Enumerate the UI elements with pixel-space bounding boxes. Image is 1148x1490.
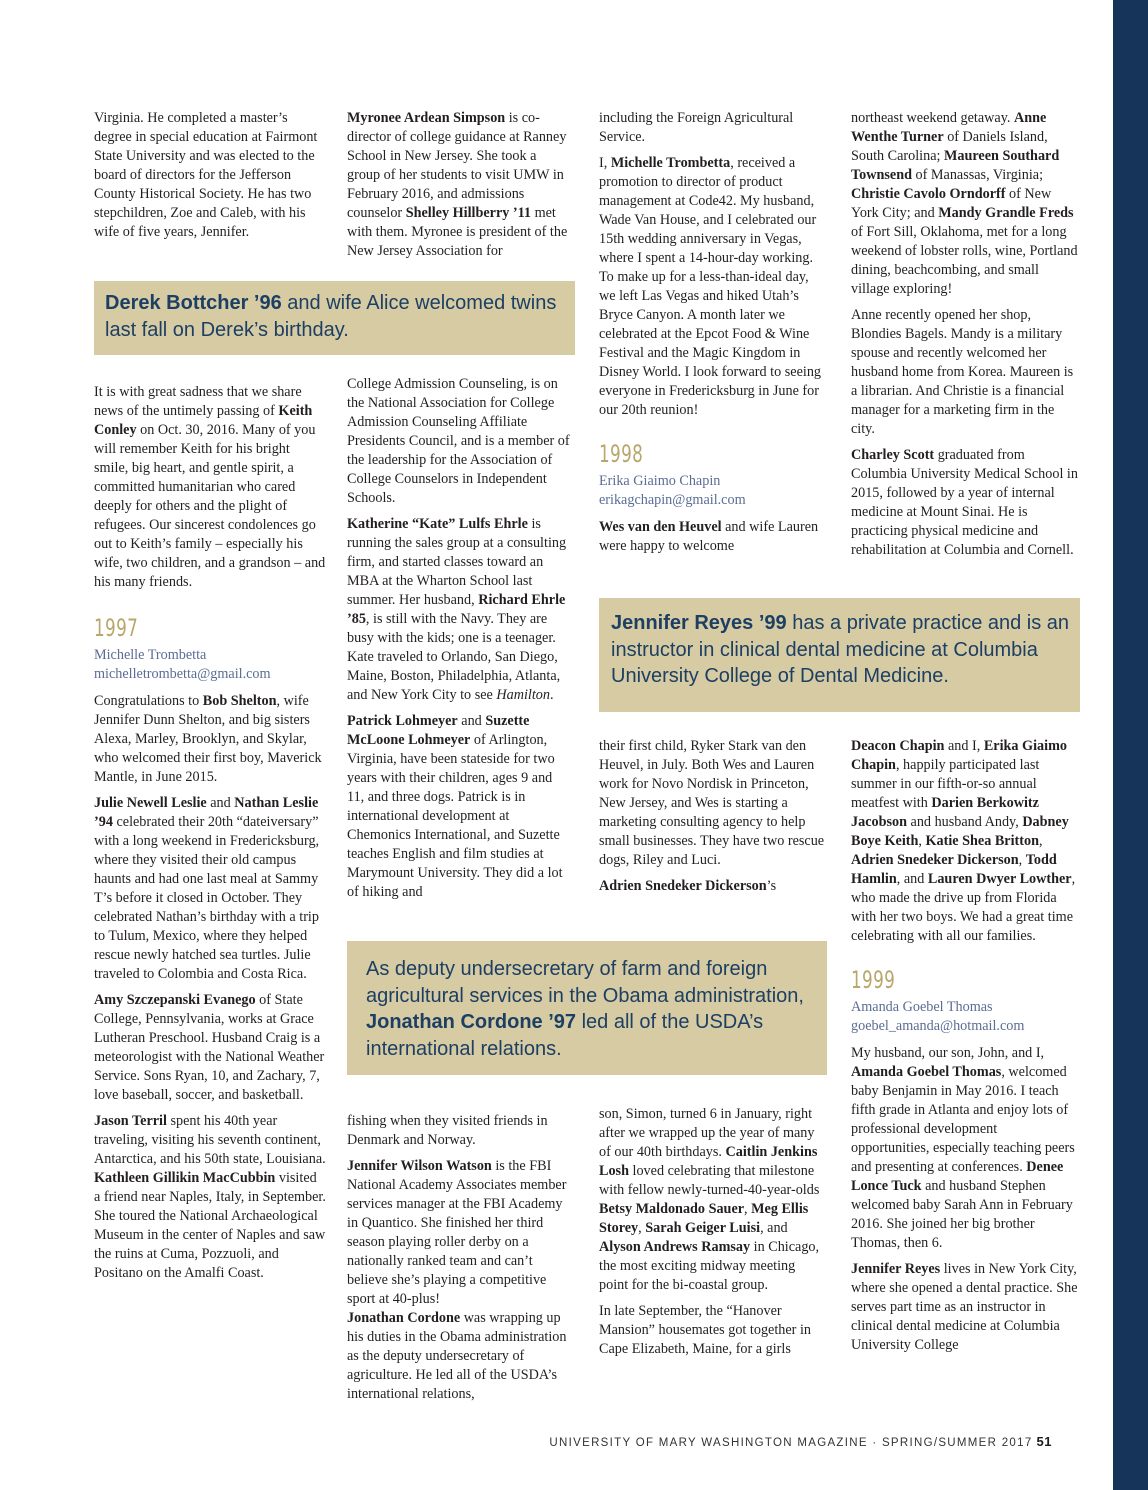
agent-email[interactable]: michelletrombetta@gmail.com	[94, 666, 271, 682]
paragraph: Jennifer Wilson Watson is the FBI National Academy Associates member services manager at the FBI Academy in Quantico. She finished her third season playing roller derby on a nationally ranked team and can’t believe she’s playing a competitive sport at 40-plus!	[347, 1158, 567, 1307]
paragraph: It is with great sadness that we share news of the untimely passing of Keith Conley on Oct. 30, 2016. Many of you will remember Keith for his bright smile, big heart, and gentle spirit, a committed humanitarian who cared deeply for others and the plight of refugees. Our sincerest condolences go out to Keith’s family – especially his wife, two children, and a grandson – and his many friends.	[94, 384, 326, 590]
paragraph: Amy Szczepanski Evanego of State College, Pennsylvania, works at Grace Lutheran Preschool. Husband Craig is a meteorologist with the National Weather Service. Sons Ryan, 10, and Zachary, 7, love baseball, soccer, and basketball.	[94, 992, 325, 1103]
paragraph: In late September, the “Hanover Mansion” housemates got together in Cape Elizabeth, Maine, for a girls	[599, 1303, 811, 1357]
paragraph: Virginia. He completed a master’s degree in special education at Fairmont State University and was elected to the board of directors for the Jefferson County Historical Society. He has two stepchildren, Zoe and Caleb, with his wife of five years, Jennifer.	[94, 110, 318, 240]
col2-main-text	[347, 375, 571, 902]
col4-main-text	[851, 737, 1079, 1355]
year-heading-1999: 1999	[851, 966, 896, 994]
pull-quote-bottcher	[94, 281, 575, 355]
col2-bottom-text	[347, 1112, 571, 1404]
paragraph: Katherine “Kate” Lulfs Ehrle is running the sales group at a consulting firm, and started classes toward an MBA at the Wharton School last summer. Her husband, Richard Ehrle ’85, is still with the Navy. They are busy with the kids; one is a teenager. Kate traveled to Orlando, San Diego, Maine, Boston, Philadelphia, Atlanta, and New York City to see Hamilton.	[347, 516, 567, 703]
paragraph: son, Simon, turned 6 in January, right after we wrapped up the year of many of our 40th birthdays. Caitlin Jenkins Losh loved celebrating that milestone with fellow newly-turned-40-year-olds Betsy Maldonado Sauer, Meg Ellis Storey, Sarah Geiger Luisi, and Alyson Andrews Ramsay in Chicago, the most exciting midway meeting point for the bi-coastal group.	[599, 1106, 820, 1293]
col3-bottom-text	[599, 1105, 827, 1359]
magazine-title: UNIVERSITY OF MARY WASHINGTON MAGAZINE · SPRING/SUMMER 2017	[549, 1437, 1033, 1449]
paragraph: Anne recently opened her shop, Blondies Bagels. Mandy is a military spouse and recently welcomed her husband home from Korea. Maureen is a librarian. And Christie is a financial manager for a marketing firm in the city.	[851, 307, 1074, 437]
col3-top-text	[599, 109, 827, 556]
paragraph: Jonathan Cordone was wrapping up his duties in the Obama administration as the deputy undersecretary of agriculture. He led all of the USDA’s international relations,	[347, 1310, 567, 1402]
paragraph: their first child, Ryker Stark van den Heuvel, in July. Both Wes and Lauren work for Novo Nordisk in Princeton, New Jersey, and Wes is starting a marketing consulting agency to help small businesses. They have two rescue dogs, Riley and Luci.	[599, 738, 825, 868]
paragraph: College Admission Counseling, is on the National Association for College Admission Counseling Affiliate Presidents Council, and is a member of the leadership for the Association of College Counselors in Independent Schools.	[347, 376, 570, 506]
agent-name: Michelle Trombetta	[94, 647, 207, 663]
paragraph: Adrien Snedeker Dickerson’s	[599, 878, 777, 894]
agent-email[interactable]: erikagchapin@gmail.com	[599, 492, 746, 508]
pull-quote-text: As deputy undersecretary of farm and foreign agricultural services in the Obama administration, Jonathan Cordone ’97 led all of the USDA’s international relations.	[366, 958, 804, 1060]
page-edge-bar	[1113, 0, 1148, 1490]
paragraph: Charley Scott graduated from Columbia University Medical School in 2015, followed by a year of internal medicine at Mount Sinai. He is practicing physical medicine and rehabilitation at Columbia and Cornell.	[851, 447, 1078, 558]
pull-quote-reyes	[599, 598, 1080, 712]
year-heading-1997: 1997	[94, 614, 139, 642]
col4-top-text	[851, 109, 1079, 560]
pull-quote-text: Derek Bottcher ’96 and wife Alice welcomed twins last fall on Derek’s birthday.	[105, 292, 557, 341]
class-agent-byline	[599, 472, 827, 510]
year-heading-1998: 1998	[599, 440, 644, 468]
paragraph: fishing when they visited friends in Denmark and Norway.	[347, 1113, 548, 1148]
paragraph: Patrick Lohmeyer and Suzette McLoone Lohmeyer of Arlington, Virginia, have been stateside for two years with their children, ages 9 and 11, and three dogs. Patrick is in international development at Chemonics International, and Suzette teaches English and film studies at Marymount University. They did a lot of hiking and	[347, 713, 563, 900]
col3-main-text	[599, 737, 827, 896]
paragraph: including the Foreign Agricultural Service.	[599, 110, 794, 145]
paragraph: Myronee Ardean Simpson is co-director of college guidance at Ranney School in New Jersey. She took a group of her students to visit UMW in February 2016, and admissions counselor Shelley Hillberry ’11 met with them. Myronee is president of the New Jersey Association for	[347, 110, 568, 259]
paragraph: I, Michelle Trombetta, received a promotion to director of product management at Code42. My husband, Wade Van House, and I celebrated our 15th wedding anniversary in Vegas, where I spent a 14-hour-day working. To make up for a less-than-ideal day, we left Las Vegas and hiked Utah’s Bryce Canyon. A month later we celebrated at the Epcot Food & Wine Festival and the Magic Kingdom in Disney World. I look forward to seeing everyone in Fredericksburg in June for our 20th reunion!	[599, 155, 822, 418]
page-footer	[549, 1434, 1052, 1449]
pull-quote-cordone	[347, 941, 827, 1075]
agent-name: Erika Giaimo Chapin	[599, 473, 721, 489]
agent-email[interactable]: goebel_amanda@hotmail.com	[851, 1018, 1025, 1034]
agent-name: Amanda Goebel Thomas	[851, 999, 993, 1015]
paragraph: Jason Terril spent his 40th year traveling, visiting his seventh continent, Antarctica, and his 50th state, Louisiana. Kathleen Gillikin MacCubbin visited a friend near Naples, Italy, in September. She toured the National Archaeological Museum in the center of Naples and saw the ruins at Cuma, Pozzuoli, and Positano on the Amalfi Coast.	[94, 1113, 326, 1281]
pull-quote-text: Jennifer Reyes ’99 has a private practice and is an instructor in clinical dental medicine at Columbia University College of Dental Medicine.	[611, 612, 1070, 687]
paragraph: Wes van den Heuvel and wife Lauren were happy to welcome	[599, 519, 819, 554]
page-number: 51	[1036, 1434, 1052, 1449]
paragraph: Congratulations to Bob Shelton, wife Jennifer Dunn Shelton, and big sisters Alexa, Marley, Brooklyn, and Skylar, who welcomed their first boy, Maverick Mantle, in June 2015.	[94, 693, 322, 785]
col2-top-text	[347, 109, 571, 261]
paragraph: My husband, our son, John, and I, Amanda Goebel Thomas, welcomed baby Benjamin in May 2016. I teach fifth grade in Atlanta and enjoy lots of professional development opportunities, especially teaching peers and presenting at conferences. Denee Lonce Tuck and husband Stephen welcomed baby Sarah Ann in February 2016. She joined her big brother Thomas, then 6.	[851, 1045, 1075, 1251]
class-agent-byline	[94, 646, 326, 684]
paragraph: northeast weekend getaway. Anne Wenthe Turner of Daniels Island, South Carolina; Maureen Southard Townsend of Manassas, Virginia; Christie Cavolo Orndorff of New York City; and Mandy Grandle Freds of Fort Sill, Oklahoma, met for a long weekend of lobster rolls, wine, Portland dining, beachcombing, and small village exploring!	[851, 110, 1078, 297]
paragraph: Jennifer Reyes lives in New York City, where she opened a dental practice. She serves part time as an instructor in clinical dental medicine at Columbia University College	[851, 1261, 1078, 1353]
col1-main-text	[94, 383, 326, 1283]
col1-top-text	[94, 109, 326, 242]
paragraph: Julie Newell Leslie and Nathan Leslie ’94 celebrated their 20th “dateiversary” with a long weekend in Fredericksburg, where they visited their old campus haunts and had one last meal at Sammy T’s before it closed in October. They celebrated Nathan’s birthday with a trip to Tulum, Mexico, where they helped rescue newly hatched sea turtles. Julie traveled to Colombia and Costa Rica.	[94, 795, 320, 982]
paragraph: Deacon Chapin and I, Erika Giaimo Chapin, happily participated last summer in our fifth-or-so annual meatfest with Darien Berkowitz Jacobson and husband Andy, Dabney Boye Keith, Katie Shea Britton, Adrien Snedeker Dickerson, Todd Hamlin, and Lauren Dwyer Lowther, who made the drive up from Florida with her two boys. We had a great time celebrating with all our families.	[851, 738, 1076, 944]
class-agent-byline	[851, 998, 1079, 1036]
